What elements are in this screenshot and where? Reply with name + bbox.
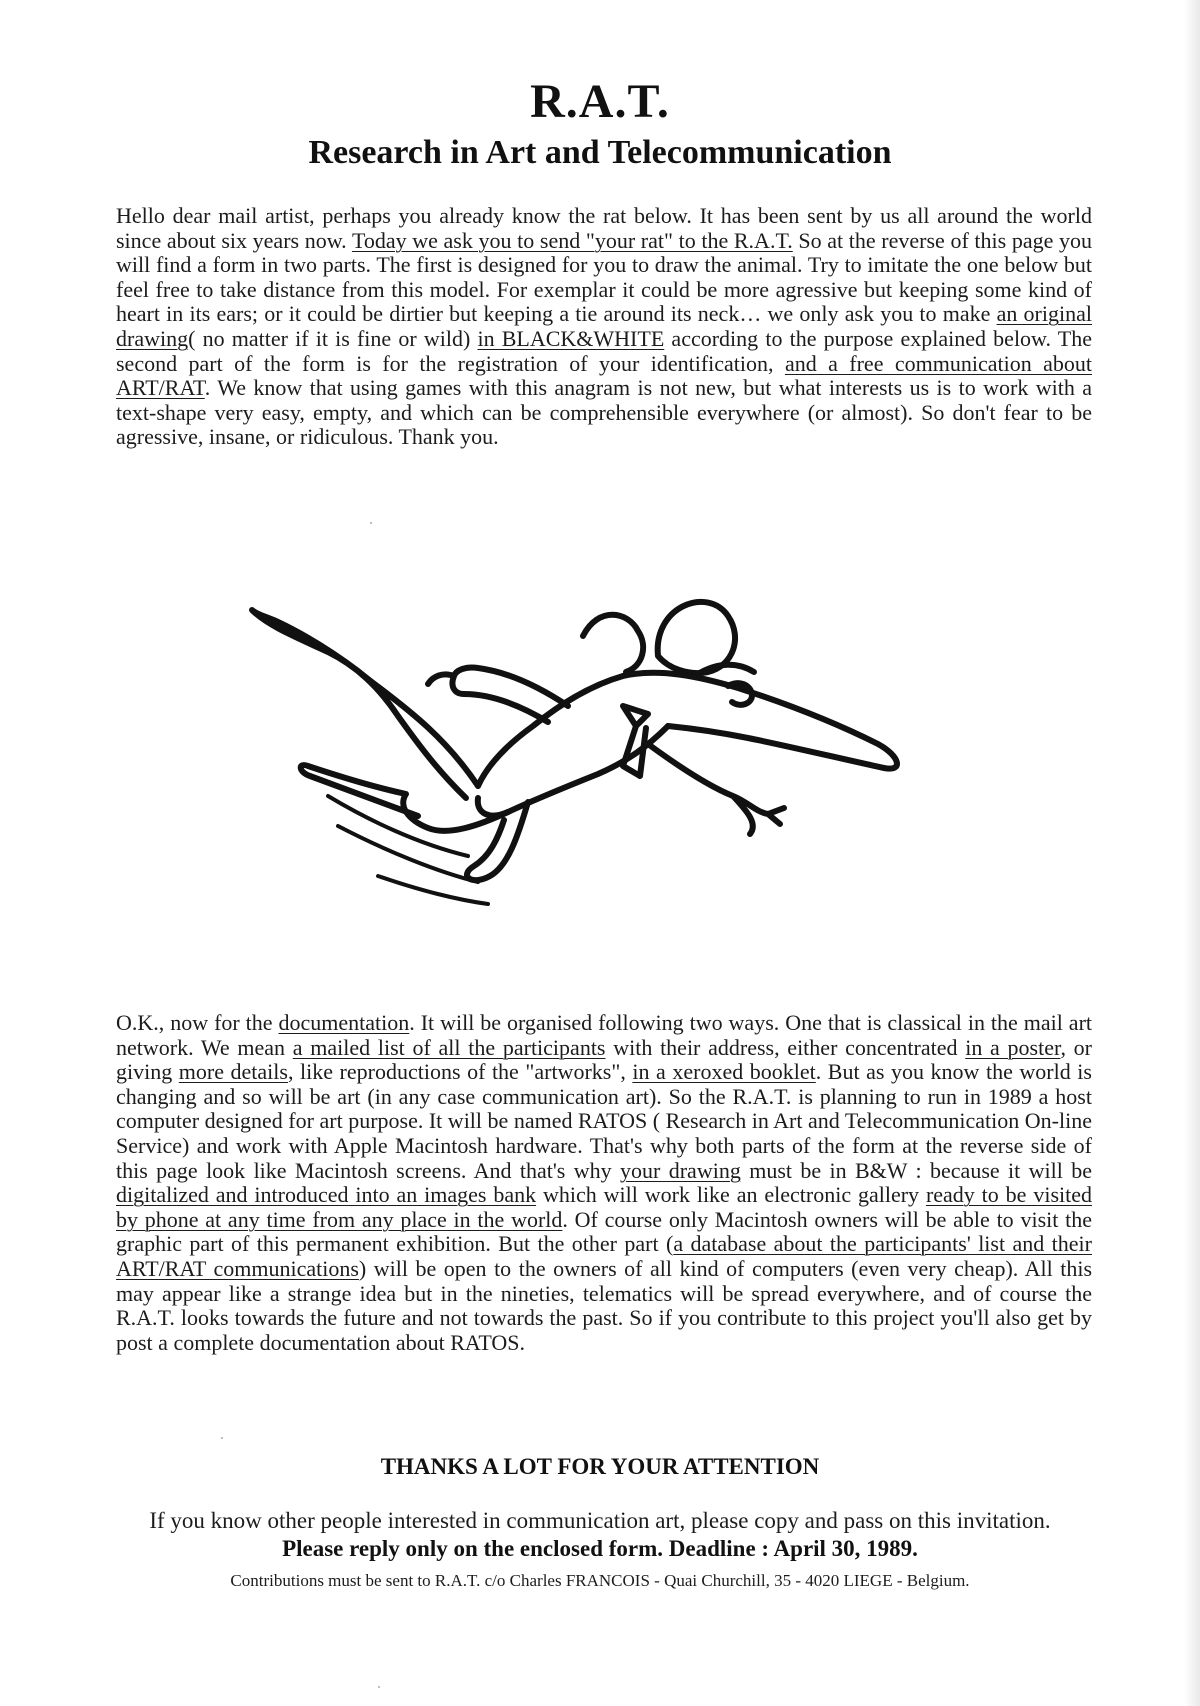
thanks-heading: THANKS A LOT FOR YOUR ATTENTION xyxy=(380,1454,820,1479)
page-title: R.A.T. xyxy=(530,75,670,128)
copy-invitation-note: If you know other people interested in communication art, please copy and pass on this invitation. xyxy=(149,1508,1051,1533)
intro-underline-black-white: in BLACK&WHITE xyxy=(477,325,665,351)
contribution-address: Contributions must be sent to R.A.T. c/o Charles FRANCOIS - Quai Churchill, 35 - 4020 LIEGE - Belgium. xyxy=(230,1571,970,1590)
doc-text-8: which will work like an electronic gallery xyxy=(536,1182,926,1208)
documentation-paragraph xyxy=(116,1011,1092,1355)
intro-paragraph xyxy=(116,204,1092,450)
running-rat-icon xyxy=(228,576,948,936)
rat-tie xyxy=(623,706,648,776)
doc-text-6: . But as you know the world is changing and so will be art (in any case communication art). So the R.A.T. is planning to run in 1989 a host computer designed for art purpose. It will be named RATOS ( Research in Art and Telecommunication On-line Service) and work with Apple Macintosh hardware. That's why both parts of the form at the reverse side of this page look like Macintosh screens. And that's why xyxy=(116,1059,1092,1183)
doc-underline-documentation: documentation xyxy=(278,1010,410,1035)
intro-text-4: according to the purpose explained below. The second part of the form is for the registration of your identification, xyxy=(116,325,1092,376)
paper-speck xyxy=(378,1686,380,1688)
rat-tail xyxy=(252,610,478,798)
doc-text-3: with their address, either concentrated xyxy=(605,1034,966,1060)
doc-underline-more-details: more details xyxy=(178,1059,288,1085)
doc-underline-xeroxed-booklet: in a xeroxed booklet xyxy=(632,1059,816,1085)
page-subtitle: Research in Art and Telecommunication xyxy=(308,134,892,171)
paper-speck xyxy=(221,1437,223,1439)
doc-underline-your-drawing: your drawing xyxy=(620,1157,741,1183)
doc-underline-visited-by-phone: ready to be visited by phone at any time from any place in the world xyxy=(116,1182,1092,1232)
motion-line-1 xyxy=(328,796,468,856)
intro-text-3: ( no matter if it is fine or wild) xyxy=(188,325,478,351)
intro-underline-original-drawing: an original drawing xyxy=(116,301,1092,351)
rat-brow xyxy=(698,665,754,674)
doc-text-9: . Of course only Macintosh owners will be able to visit the graphic part of this permanent exhibition. But the other part ( xyxy=(116,1206,1092,1257)
intro-text-2: So at the reverse of this page you will find a form in two parts. The first is designed for you to draw the animal. Try to imitate the one below but feel free to take distance from this model. For exemplar it could be more agressive but keeping some kind of heart in its ears; or it could be dirtier but keeping a tie around its neck… we only ask you to make xyxy=(116,227,1093,327)
paper-speck xyxy=(370,522,372,524)
doc-text-5: , like reproductions of the "artworks", xyxy=(287,1059,633,1085)
intro-underline-send-rat: Today we ask you to send "your rat" to the R.A.T. xyxy=(351,227,793,253)
intro-text-1: Hello dear mail artist, perhaps you already know the rat below. It has been sent by us all around the world since about six years now. xyxy=(116,203,1092,253)
intro-text-5: . We know that using games with this anagram is not new, but what interests us is to work with a text-shape very easy, empty, and which can be comprehensible everywhere (or almost). So don't fear to be agressive, insane, or ridiculous. Thank you. xyxy=(116,375,1092,450)
doc-text-10: ) will be open to the owners of all kind of computers (even very cheap). All this may appear like a strange idea but in the nineties, telematics will be spread everywhere, and of course the R.A.T. looks towards the future and not towards the past. So if you contribute to this project you'll also get by post a complete documentation about RATOS. xyxy=(116,1255,1093,1355)
doc-text-7: must be in B&W : because it will be xyxy=(740,1157,1092,1183)
doc-underline-database: a database about the participants' list and their ART/RAT communications xyxy=(116,1231,1092,1281)
rat-reaching-arm xyxy=(648,744,784,834)
doc-text-2: . It will be organised following two ways. One that is classical in the mail art network. We mean xyxy=(116,1010,1093,1060)
deadline-notice: Please reply only on the enclosed form. Deadline : April 30, 1989. xyxy=(282,1536,918,1561)
doc-underline-poster: in a poster xyxy=(965,1034,1061,1060)
doc-text-4: , or giving xyxy=(116,1034,1092,1085)
doc-underline-digitalized: digitalized and introduced into an images bank xyxy=(116,1182,537,1208)
paper-edge-shadow xyxy=(1184,0,1200,1706)
doc-text-1: O.K., now for the xyxy=(116,1010,279,1035)
rat-inner-ear xyxy=(583,615,643,672)
doc-underline-mailed-list: a mailed list of all the participants xyxy=(292,1034,606,1060)
intro-underline-free-communication: and a free communication about ART/RAT xyxy=(116,350,1092,401)
